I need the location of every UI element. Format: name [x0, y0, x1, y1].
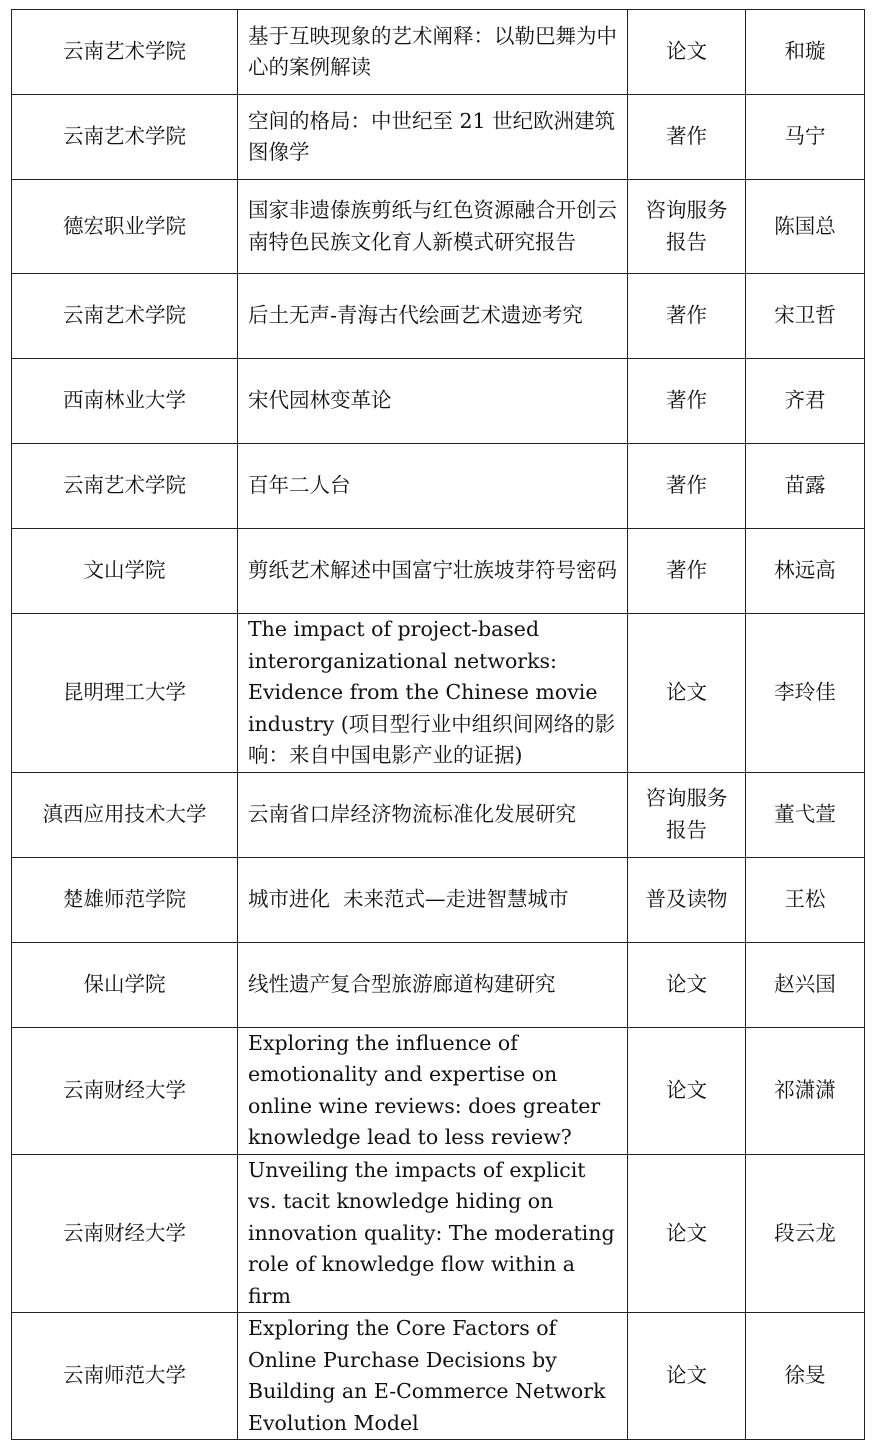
- table-row: [12, 274, 865, 359]
- author-cell: 王松: [746, 857, 865, 942]
- table-row: [12, 180, 865, 274]
- title-cell: 云南省口岸经济物流标准化发展研究: [238, 772, 628, 857]
- institution-cell: 楚雄师范学院: [12, 857, 238, 942]
- author-cell: 林远高: [746, 529, 865, 614]
- table-row: [12, 359, 865, 444]
- author-cell: 段云龙: [746, 1154, 865, 1313]
- title-cell: 后土无声-青海古代绘画艺术遗迹考究: [238, 274, 628, 359]
- institution-cell: 滇西应用技术大学: [12, 772, 238, 857]
- title-cell: 剪纸艺术解述中国富宁壮族坡芽符号密码: [238, 529, 628, 614]
- title-cell: The impact of project-based interorganizational networks: Evidence from the Chinese movie industry (项目型行业中组织间网络的影响：来自中国电影产业的证据): [238, 614, 628, 773]
- title-cell: 国家非遗傣族剪纸与红色资源融合开创云南特色民族文化育人新模式研究报告: [238, 180, 628, 274]
- author-cell: 和璇: [746, 10, 865, 95]
- institution-cell: 云南财经大学: [12, 1154, 238, 1313]
- table-row: [12, 444, 865, 529]
- title-cell: Unveiling the impacts of explicit vs. tacit knowledge hiding on innovation quality: The moderating role of knowledge flow within a firm: [238, 1154, 628, 1313]
- author-cell: 宋卫哲: [746, 274, 865, 359]
- type-cell: 论文: [628, 614, 746, 773]
- institution-cell: 德宏职业学院: [12, 180, 238, 274]
- author-cell: 李玲佳: [746, 614, 865, 773]
- type-cell: 著作: [628, 274, 746, 359]
- title-cell: 空间的格局：中世纪至 21 世纪欧洲建筑图像学: [238, 95, 628, 180]
- type-cell: 论文: [628, 1027, 746, 1154]
- title-cell: Exploring the Core Factors of Online Purchase Decisions by Building an E-Commerce Network Evolution Model: [238, 1313, 628, 1440]
- institution-cell: 云南财经大学: [12, 1027, 238, 1154]
- author-cell: 陈国总: [746, 180, 865, 274]
- institution-cell: 文山学院: [12, 529, 238, 614]
- author-cell: 赵兴国: [746, 942, 865, 1027]
- type-cell: 咨询服务报告: [628, 772, 746, 857]
- institution-cell: 西南林业大学: [12, 359, 238, 444]
- institution-cell: 云南艺术学院: [12, 274, 238, 359]
- title-cell: 线性遗产复合型旅游廊道构建研究: [238, 942, 628, 1027]
- author-cell: 苗露: [746, 444, 865, 529]
- type-cell: 著作: [628, 95, 746, 180]
- table-row: [12, 942, 865, 1027]
- author-cell: 马宁: [746, 95, 865, 180]
- table-row: [12, 10, 865, 95]
- type-cell: 咨询服务报告: [628, 180, 746, 274]
- title-cell: 城市进化 未来范式—走进智慧城市: [238, 857, 628, 942]
- type-cell: 论文: [628, 10, 746, 95]
- author-cell: 徐旻: [746, 1313, 865, 1440]
- table-row: [12, 95, 865, 180]
- achievements-table: [11, 9, 865, 1440]
- institution-cell: 云南师范大学: [12, 1313, 238, 1440]
- author-cell: 祁潇潇: [746, 1027, 865, 1154]
- type-cell: 著作: [628, 444, 746, 529]
- title-cell: 基于互映现象的艺术阐释：以勒巴舞为中心的案例解读: [238, 10, 628, 95]
- institution-cell: 保山学院: [12, 942, 238, 1027]
- institution-cell: 昆明理工大学: [12, 614, 238, 773]
- table-row: [12, 772, 865, 857]
- institution-cell: 云南艺术学院: [12, 444, 238, 529]
- author-cell: 齐君: [746, 359, 865, 444]
- author-cell: 董弋萱: [746, 772, 865, 857]
- institution-cell: 云南艺术学院: [12, 10, 238, 95]
- table-row: [12, 1154, 865, 1313]
- type-cell: 论文: [628, 1313, 746, 1440]
- title-cell: 宋代园林变革论: [238, 359, 628, 444]
- type-cell: 著作: [628, 359, 746, 444]
- table-row: [12, 1027, 865, 1154]
- institution-cell: 云南艺术学院: [12, 95, 238, 180]
- table-row: [12, 614, 865, 773]
- table-row: [12, 857, 865, 942]
- type-cell: 著作: [628, 529, 746, 614]
- table-row: [12, 1313, 865, 1440]
- type-cell: 论文: [628, 942, 746, 1027]
- type-cell: 论文: [628, 1154, 746, 1313]
- type-cell: 普及读物: [628, 857, 746, 942]
- table-row: [12, 529, 865, 614]
- title-cell: 百年二人台: [238, 444, 628, 529]
- title-cell: Exploring the influence of emotionality and expertise on online wine reviews: does greater knowledge lead to less review?: [238, 1027, 628, 1154]
